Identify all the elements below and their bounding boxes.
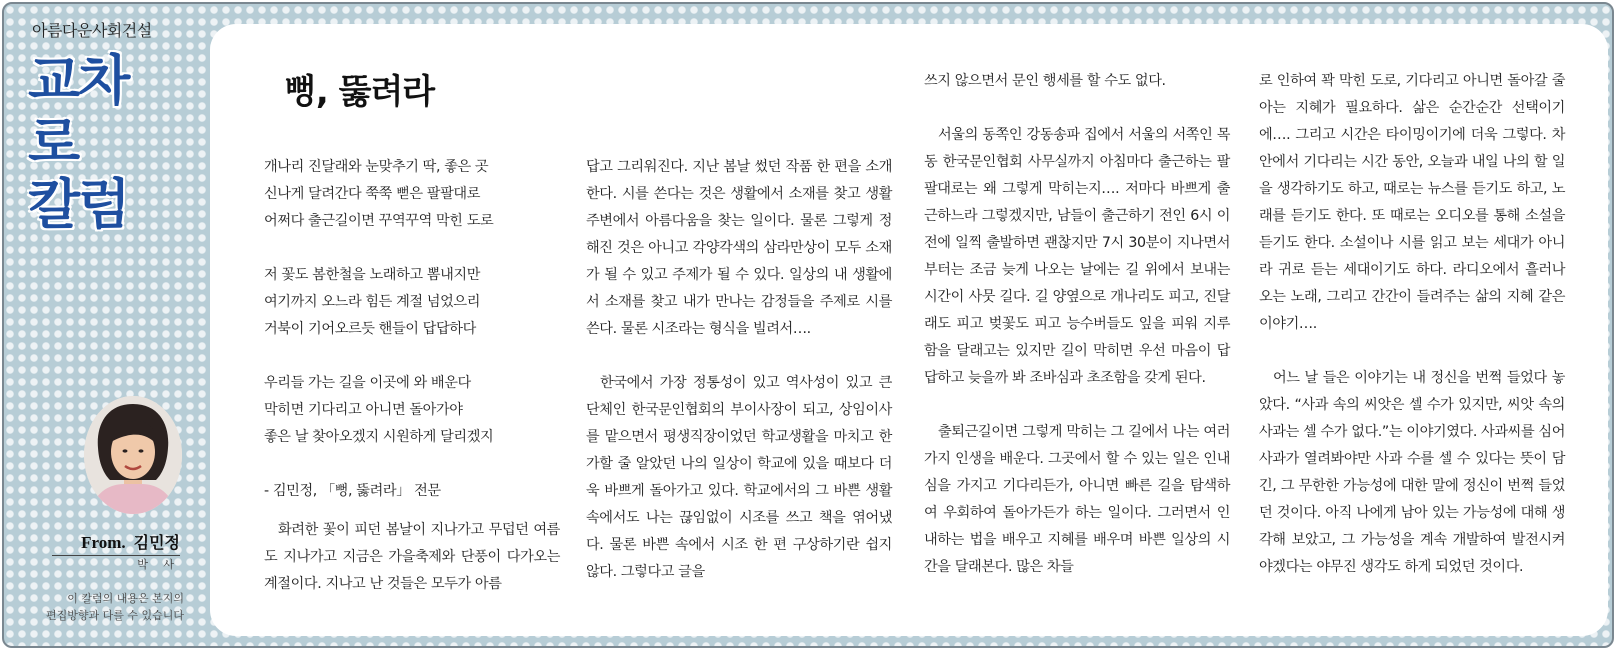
poem [264,154,562,505]
column-title [28,50,178,236]
paragraph: 답고 그리워진다. 지난 봄날 썼던 작품 한 편을 소개한다. 시를 쓴다는 것은 생활에서 소재를 찾고 생활 주변에서 아름다움을 찾는 일이다. 물론 그렇게 정해진 것은 아니고 각양각색의 삼라만상이 모두 소재가 될 수 있고 주제가 될 수 있다. 일상의 내 생활에서 소재를 찾고 내가 만나는 감정들을 주제로 시를 쓴다. 물론 시조라는 형식을 빌려서…. [586,159,892,337]
disclaimer-line1: 이 칼럼의 내용은 본지의 [67,592,184,605]
disclaimer [18,590,184,624]
author-degree: 박 사 [137,558,180,571]
organization-name: 아름다운사회건설 [32,21,152,40]
author-photo [84,396,182,514]
poem-credit: - 김민정, 「뻥, 뚫려라」 전문 [264,483,441,499]
poem-stanza-2: 저 꽃도 봄한철을 노래하고 뽐내지만 여기까지 오느라 힘든 계절 넘었으리 거북이 기어오르듯 핸들이 답답하다 [264,267,481,337]
author-prefix: From. [81,533,126,552]
column-title-line2: 칼럼 [28,173,129,236]
article-column-2 [586,154,892,586]
poem-stanza-1: 개나리 진달래와 눈맞추기 딱, 좋은 곳 신나게 달려간다 쭉쭉 뻗은 팔팔대로 어쩌다 출근길이면 꾸역꾸역 막힌 도로 [264,159,494,229]
paragraph: 화려한 꽃이 피던 봄날이 지나가고 무덥던 여름도 지나가고 지금은 가을축제와 단풍이 다가오는 계절이다. 지나고 난 것들은 모두가 아름 [264,522,560,592]
author-photo-icon [84,396,182,514]
paragraph: 서울의 동쪽인 강동송파 집에서 서울의 서쪽인 목동 한국문인협회 사무실까지 아침마다 출근하는 팔팔대로는 왜 그렇게 막히는지…. 저마다 바쁘게 출근하느라 그렇겠지만, 남들이 출근하기 전인 6시 이전에 일찍 출발하면 괜찮지만 7시 30분이 지나면서부터는 조금 늦게 나오는 날에는 길 위에서 보내는 시간이 사뭇 길다. 길 양옆으로 개나리도 피고, 진달래도 피고 벚꽃도 피고 능수버들도 잎을 피워 지루함을 달래고는 있지만 길이 막히면 우선 마음이 답답하고 늦을까 봐 조바심과 초조함을 갖게 된다. [924,127,1230,386]
article-column-3 [924,68,1230,581]
article-headline: 뻥, 뚫려라 [284,72,435,112]
paragraph: 한국에서 가장 정통성이 있고 역사성이 있고 큰 단체인 한국문인협회의 부이사장이 되고, 상임이사를 맡으면서 평생직장이었던 학교생활을 마치고 한가할 줄 알았던 나의 일상이 학교에 있을 때보다 더욱 바쁘게 돌아가고 있다. 학교에서의 그 바쁜 생활 속에서도 나는 끊임없이 시조를 쓰고 책을 엮어냈다. 물론 바쁜 속에서 시조 한 편 구상하기란 쉽지 않다. 그렇다고 글을 [586,375,892,580]
author-name: 김민정 [133,533,180,552]
paragraph: 쓰지 않으면서 문인 행세를 할 수도 없다. [924,73,1166,89]
article-column-4 [1259,68,1565,581]
page-frame [2,2,1614,648]
column-title-line1: 교차로 [28,49,129,174]
author-byline [52,530,180,556]
disclaimer-line2: 편집방향과 다를 수 있습니다 [45,609,184,622]
paragraph: 로 인하여 꽉 막힌 도로, 기다리고 아니면 돌아갈 줄 아는 지혜가 필요하다. 삶은 순간순간 선택이기에…. 그리고 시간은 타이밍이기에 더욱 그렇다. 차 안에서 기다리는 시간 동안, 오늘과 내일 나의 할 일을 생각하기도 하고, 때로는 뉴스를 듣기도 하고, 노래를 듣기도 한다. 또 때로는 오디오를 통해 소설을 듣기도 한다. 소설이나 시를 읽고 보는 세대가 아니라 귀로 듣는 세대이기도 하다. 라디오에서 흘러나오는 노래, 그리고 간간이 들려주는 삶의 지혜 같은 이야기…. [1259,73,1565,332]
paragraph: 출퇴근길이면 그렇게 막히는 그 길에서 나는 여러 가지 인생을 배운다. 그곳에서 할 수 있는 일은 인내심을 가지고 기다리든가, 아니면 빠른 길을 탐색하여 우회하여 돌아가든가 하는 일이다. 그러면서 인내하는 법을 배우고 지혜를 배우며 바쁜 일상의 시간을 달래본다. 많은 차들 [924,424,1230,575]
paragraph: 어느 날 들은 이야기는 내 정신을 번쩍 들었다 놓았다. “사과 속의 씨앗은 셀 수가 있지만, 씨앗 속의 사과는 셀 수가 없다.”는 이야기였다. 사과씨를 심어 사과가 열려봐야만 사과 수를 셀 수 있다는 뜻이 담긴, 그 무한한 가능성에 대한 말에 정신이 번쩍 들었던 것이다. 아직 나에게 남아 있는 가능성에 대해 생각해 보았고, 그 가능성을 계속 개발하여 발전시켜야겠다는 야무진 생각도 하게 되었던 것이다. [1259,370,1565,575]
poem-stanza-3: 우리들 가는 길을 이곳에 와 배운다 막히면 기다리고 아니면 돌아가야 좋은 날 찾아오겠지 시원하게 달리겠지 [264,375,494,445]
sidebar [4,4,209,646]
article-column-1 [264,517,560,598]
